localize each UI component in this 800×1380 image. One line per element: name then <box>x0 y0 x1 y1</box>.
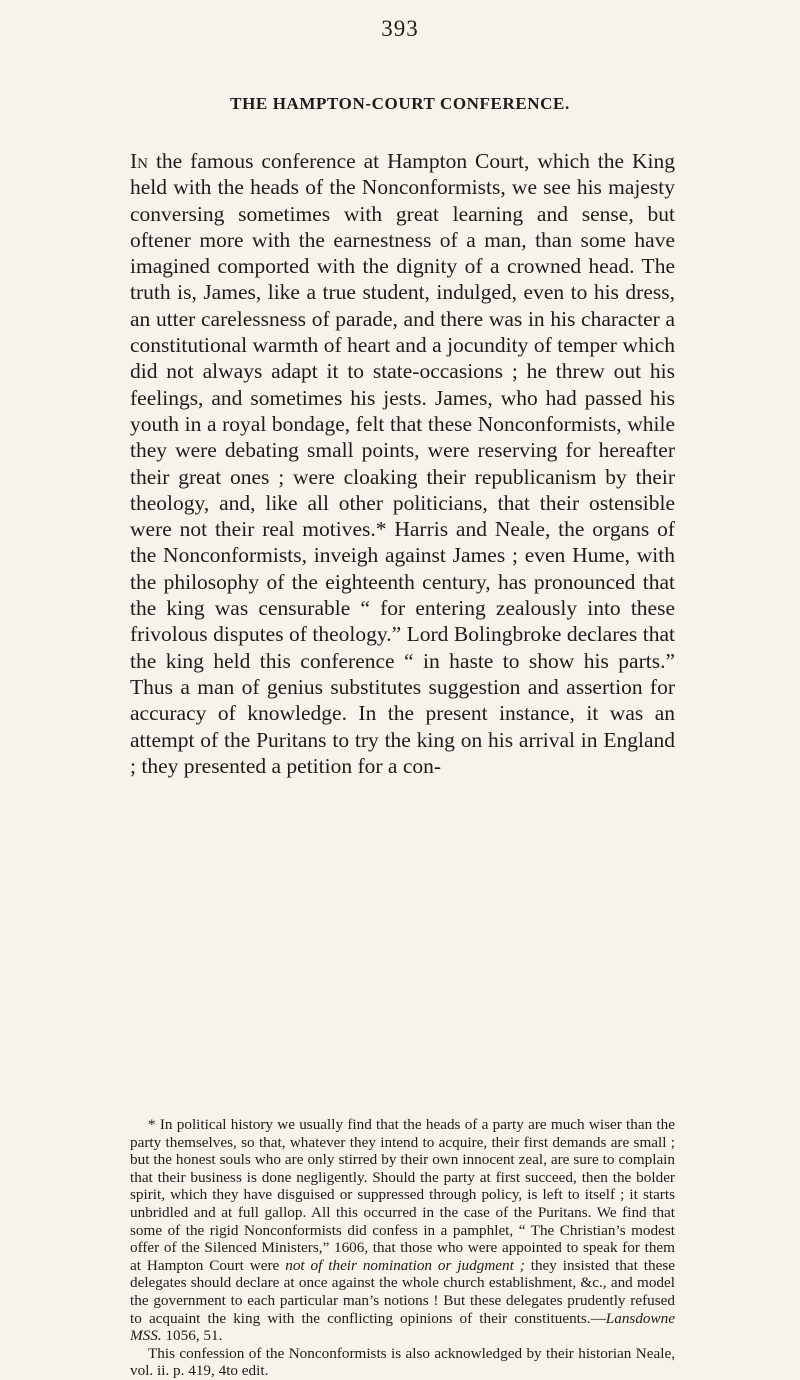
footnote-text-1: * In political history we usually find that the heads of a party are much wiser than the party themselves, so that, whatever they intend to acquire, their first demands are small ; but the honest souls who are only stirred by their own innocent zeal, are sure to complain that their business is done negligently. Should the party at first succeed, then the bolder spirit, which they have disguised or suppressed through policy, is left to itself ; it starts unbridled and at full gallop. All this occurred in the case of the Puritans. We find that some of the rigid Nonconformists did confess in a pamphlet, “ The Christian’s modest offer of the Silenced Ministers,” 1606, that those who were appointed to speak for them at Hampton Court were <box>130 1116 675 1274</box>
paragraph-text: the famous conference at Hampton Court, which the King held with the heads of the Nonconformists, we see his majesty conversing sometimes with great learning and sense, but oftener more with the earnestness of a man, than some have imagined comported with the dignity of a crowned head. The truth is, James, like a true student, indulged, even to his dress, an utter carelessness of parade, and there was in his character a constitutional warmth of heart and a jocundity of temper which did not always adapt it to state-occasions ; he threw out his feelings, and sometimes his jests. James, who had passed his youth in a royal bondage, felt that these Nonconformists, while they were debating small points, were reserving for hereafter their great ones ; were cloaking their republicanism by their theology, and, like all other politicians, that their ostensible were not their real motives.* Harris and Neale, the organs of the Nonconformists, inveigh against James ; even Hume, with the philosophy of the eighteenth century, has pronounced that the king was censurable “ for entering zealously into these frivolous disputes of theology.” Lord Bolingbroke declares that the king held this conference “ in haste to show his parts.” Thus a man of genius substitutes suggestion and assertion for accuracy of knowledge. In the present instance, it was an attempt of the Puritans to try the king on his arrival in England ; they presented a petition for a con- <box>130 149 676 778</box>
footnote-block <box>130 1116 675 1380</box>
footnote-paragraph <box>130 1116 675 1345</box>
footnote-citation: Lansdowne MSS. <box>130 1309 675 1345</box>
footnote-paragraph-2: This confession of the Nonconformists is also acknowledged by their historian Neale, vol. ii. p. 419, 4to edit. <box>130 1344 675 1380</box>
body-paragraph <box>130 148 675 779</box>
footnote-text-2: they insisted that these delegates should declare at once against the whole church establishment, &c., and model the government to each particular man’s notions ! But these delegates prudently refused to acquaint the king with the conflicting opinions of their constituents.— <box>130 1256 675 1327</box>
footnote-text-3: 1056, 51. <box>165 1327 223 1345</box>
lead-word: In <box>130 149 148 173</box>
footnote-italic-1: not of their nomination or judgment ; <box>285 1256 525 1274</box>
main-text <box>130 148 675 779</box>
chapter-heading: THE HAMPTON-COURT CONFERENCE. <box>230 94 570 113</box>
page-number: 393 <box>381 16 419 41</box>
